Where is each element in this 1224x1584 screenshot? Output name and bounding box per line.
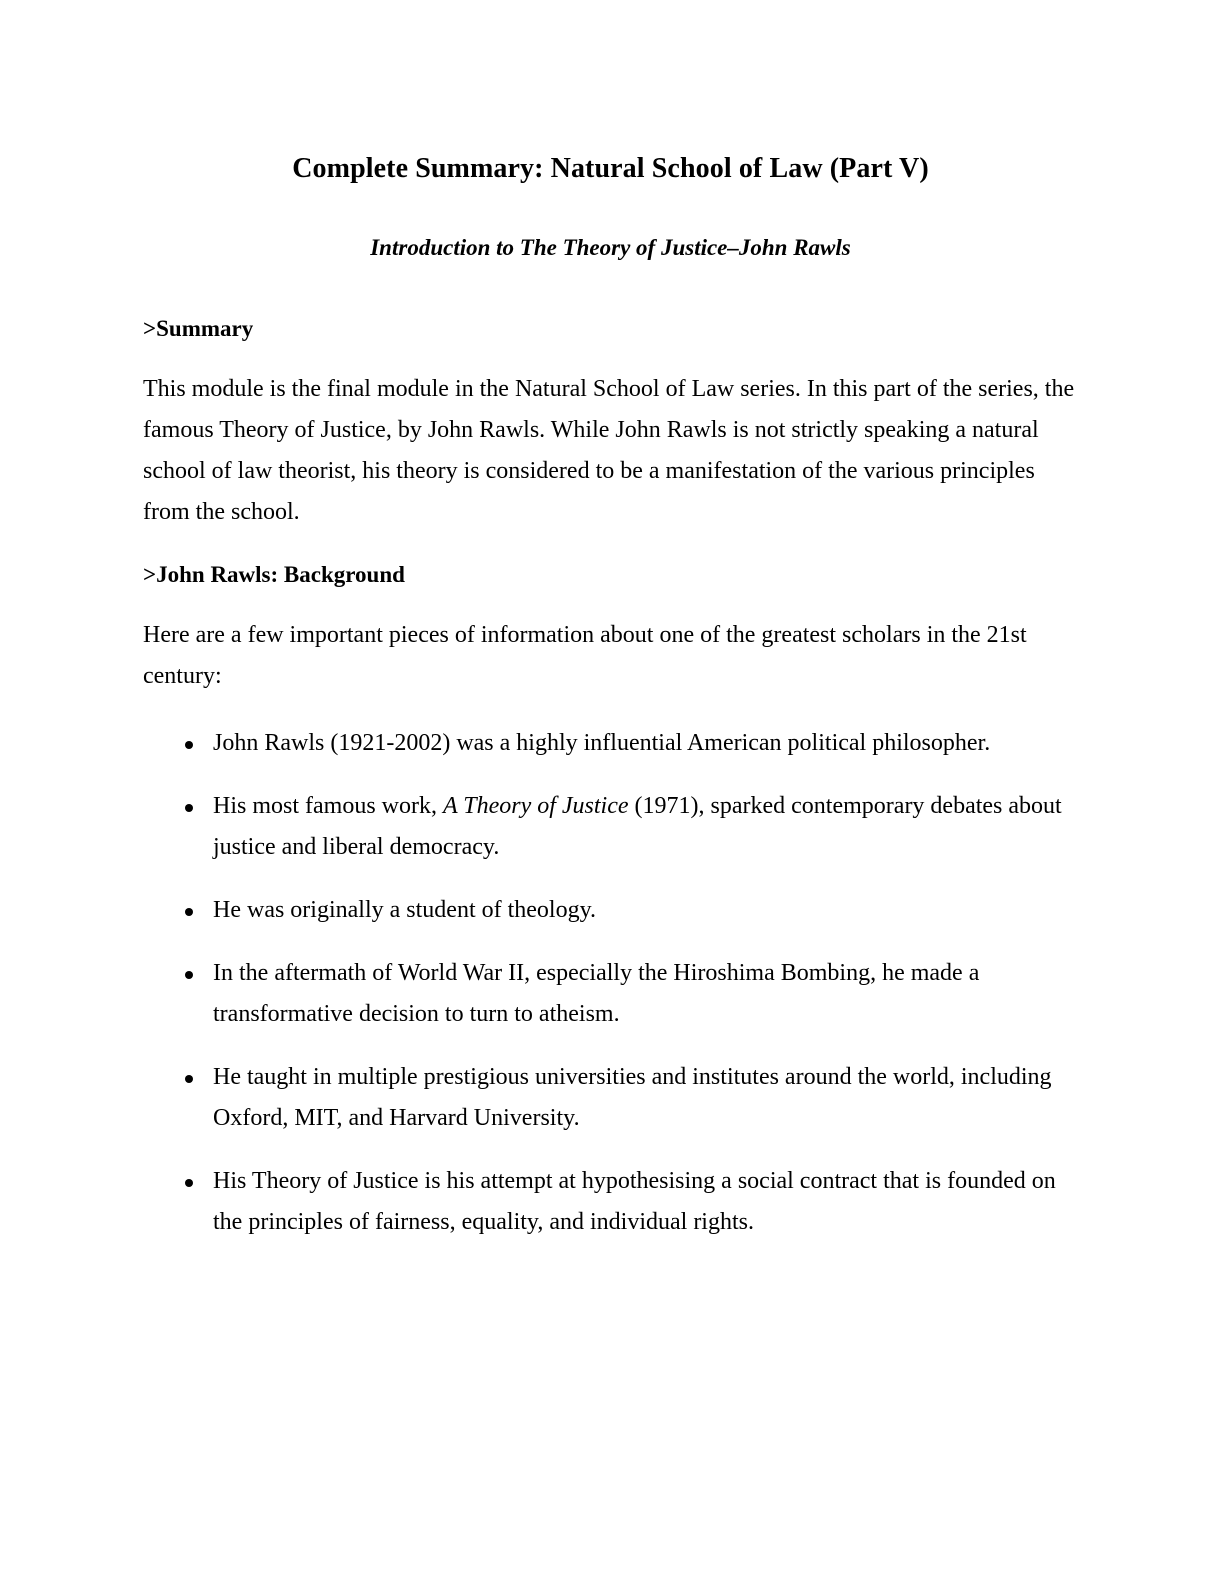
list-item — [143, 1161, 1078, 1243]
list-item-text-pre: He was originally a student of theology. — [213, 897, 597, 924]
list-item-text-pre: He taught in multiple prestigious universities and institutes around the world, including Oxford, MIT, and Harvard University. — [213, 1064, 1052, 1132]
section-heading-background: >John Rawls: Background — [143, 562, 405, 588]
list-item — [143, 1057, 1078, 1139]
page-title: Complete Summary: Natural School of Law (Part V) — [292, 153, 929, 184]
list-item-text-pre: His Theory of Justice is his attempt at hypothesising a social contract that is founded on the principles of fairness, equality, and individual rights. — [213, 1168, 1056, 1236]
list-item — [143, 890, 1078, 931]
list-item — [143, 723, 1078, 764]
list-item-text-pre: His most famous work, — [213, 793, 443, 820]
page-subtitle: Introduction to The Theory of Justice–John Rawls — [370, 234, 851, 260]
list-item-text-pre: John Rawls (1921-2002) was a highly influential American political philosopher. — [213, 730, 991, 757]
list-item — [143, 786, 1078, 868]
list-item — [143, 953, 1078, 1035]
list-item-text-pre: In the aftermath of World War II, especially the Hiroshima Bombing, he made a transformative decision to turn to atheism. — [213, 960, 980, 1028]
background-intro-paragraph: Here are a few important pieces of information about one of the greatest scholars in the 21st century: — [143, 622, 1027, 690]
section-heading-summary: >Summary — [143, 315, 254, 341]
list-item-text-post: (1971), sparked contemporary debates about justice and liberal democracy. — [213, 793, 1062, 861]
list-item-text-italic: A Theory of Justice — [443, 793, 629, 820]
background-bullet-list — [143, 723, 1078, 1243]
summary-paragraph: This module is the final module in the Natural School of Law series. In this part of the series, the famous Theory of Justice, by John Rawls. While John Rawls is not strictly speaking a natural school of law theorist, his theory is considered to be a manifestation of the various principles from the school. — [143, 376, 1075, 526]
